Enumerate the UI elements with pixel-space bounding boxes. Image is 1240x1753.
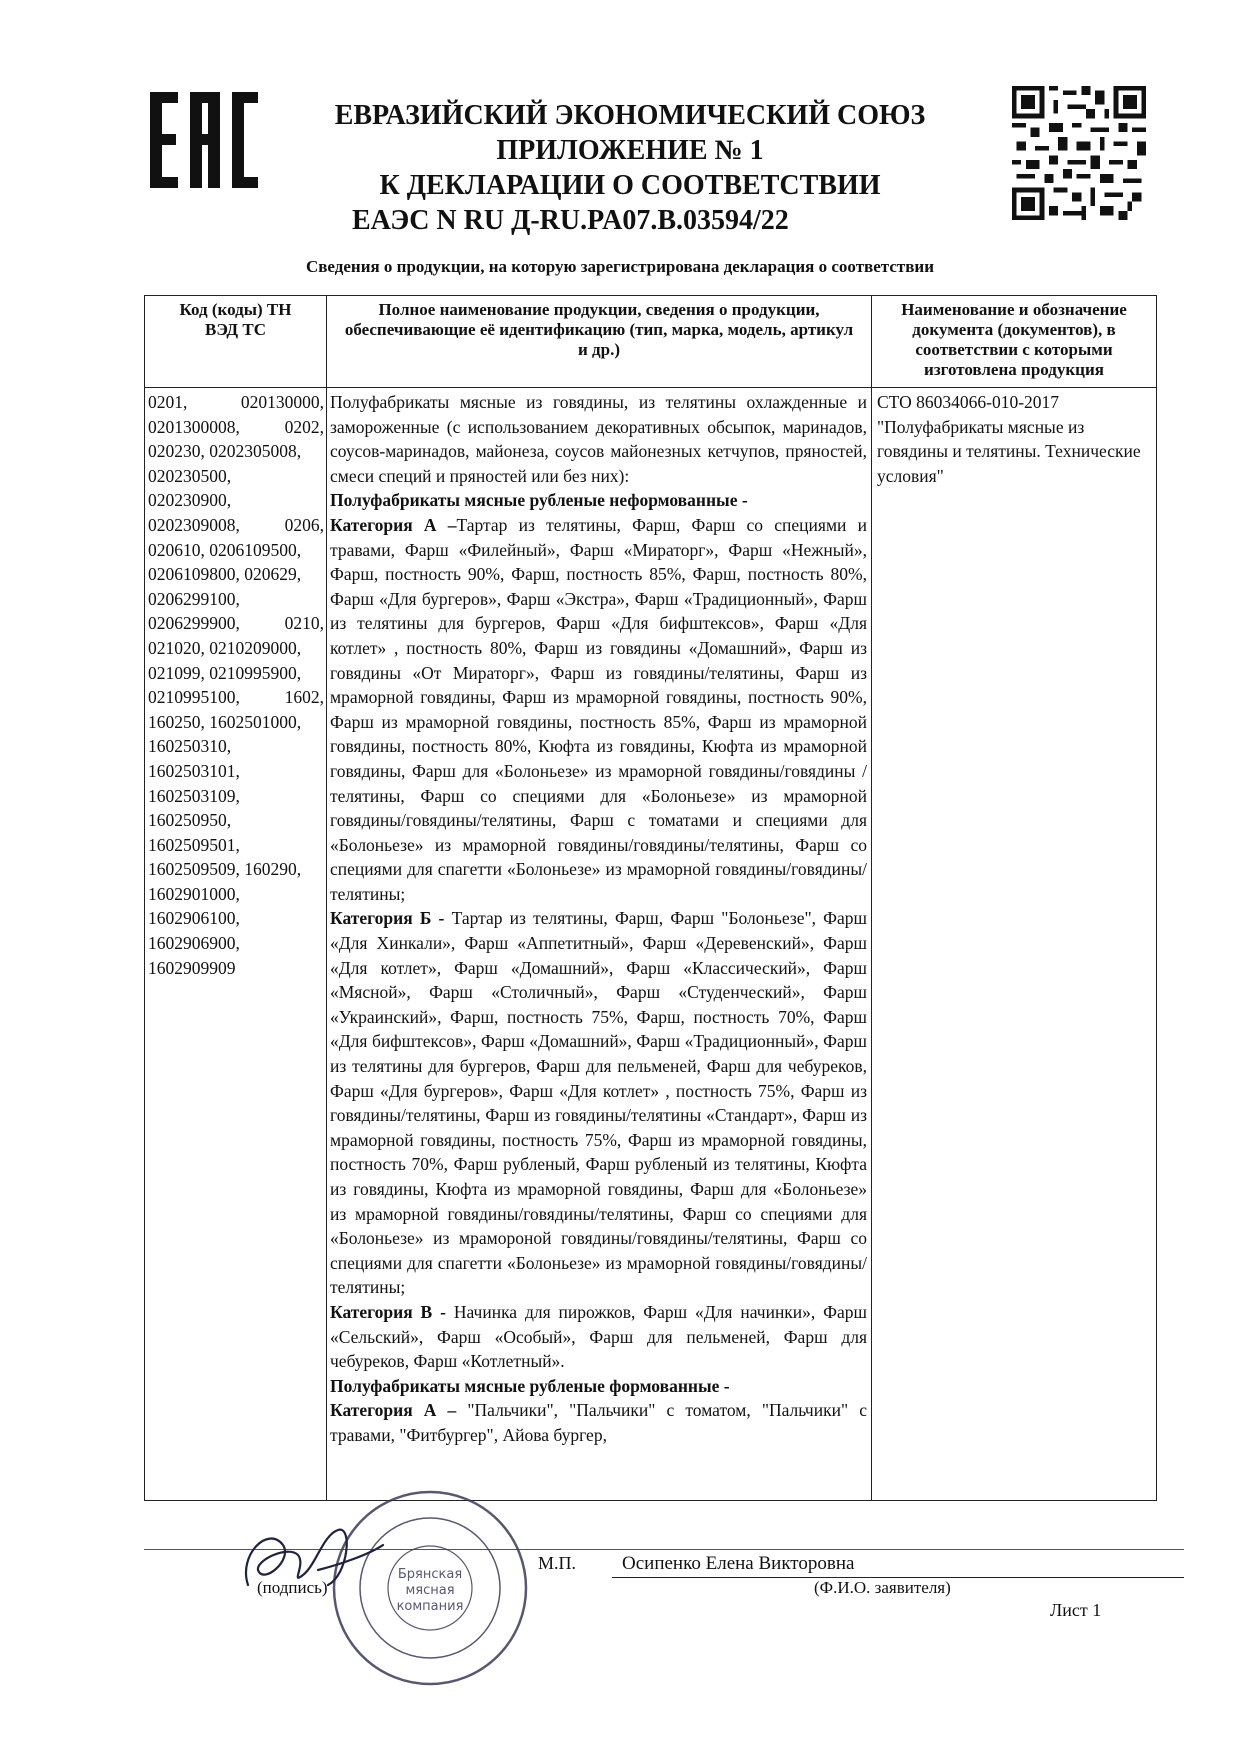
code-item: 160250, 1602501000, (148, 711, 302, 732)
description-intro: Полуфабрикаты мясные из говядины, из телятины охлажденные и замороженные (с использованием декоративных обсыпок, маринадов, соусов-маринадов, майонеза, соусов майонезных кетчупов, пряностей, смеси специй и пряностей или без них): (330, 392, 867, 486)
header-appendix-title: ПРИЛОЖЕНИЕ № 1 (496, 135, 764, 166)
table-header-row (145, 296, 1157, 388)
applicant-name-label: (Ф.И.О. заявителя) (814, 1578, 951, 1597)
code-item: 020130000, (240, 392, 324, 412)
category-a2-label: Категория А – (330, 1400, 457, 1421)
category-a-text: Тартар из телятины, Фарш, Фарш со специями и травами, Фарш «Филейный», Фарш «Мираторг», Фарш «Нежный», Фарш, постность 90%, Фарш, постность 85%, Фарш, постность 80%, Фарш «Для бургеров», Фарш «Экстра», Фарш «Традиционный», Фарш из телятины для бургеров, Фарш «Для бифштексов», Фарш «Для котлет» , постность 80%, Фарш из говядины «Домашний», Фарш из говядины «От Мираторг», Фарш из говядины/телятины, Фарш из мраморной говядины, Фарш из мраморной говядины, постность 90%, Фарш из мраморной говядины, постность 85%, Фарш из мраморной говядины, постность 80%, Кюфта из говядины, Кюфта из мраморной говядины, Фарш для «Болоньезе» из мраморной говядины/говядины /телятины, Фарш со специями для «Болоньезе» из мраморной говядины/говядины/телятины, Фарш с томатами и специями для «Болоньезе» из мраморной говядины/говядины/телятины, Фарш со специями для спагетти «Болоньезе» из мраморной говядины/говядины/телятины; (330, 514, 867, 904)
document-header (300, 98, 960, 238)
header-union-title: ЕВРАЗИЙСКИЙ ЭКОНОМИЧЕСКИЙ СОЮЗ (334, 100, 926, 131)
table-row (145, 388, 1157, 1501)
codes-cell (145, 388, 327, 1501)
code-item: 0201300008, (148, 416, 240, 437)
code-item: 0206, (284, 514, 324, 535)
code-item: 1602909909 (148, 957, 236, 978)
code-item: 020230900, (148, 490, 232, 511)
code-item: 020610, 0206109500, (148, 539, 302, 560)
code-item: 0202309008, (148, 514, 240, 535)
document-code: СТО 86034066-010-2017 (877, 392, 1060, 412)
code-item: 0206299100, (148, 588, 240, 609)
code-item: 020230500, (148, 465, 232, 486)
category-v-text: Начинка для пирожков, Фарш «Для начинки», Фарш «Сельский», Фарш «Особый», Фарш для пельменей, Фарш для чебуреков, Фарш «Котлетный». (330, 1301, 867, 1372)
seal-text-line2: мясная (405, 1583, 455, 1598)
category-v-label: Категория В - (330, 1301, 446, 1322)
code-item: 021099, 0210995900, (148, 662, 302, 683)
code-item: 1602509501, (148, 834, 240, 855)
code-item: 1602, (284, 687, 324, 708)
code-item: 0210995100, (148, 687, 240, 708)
applicant-name: Осипенко Елена Викторовна (622, 1553, 855, 1574)
code-item: 160250950, (148, 810, 232, 831)
header-product-name: Полное наименование продукции, сведения о продукции, обеспечивающие её идентификацию (тип, марка, модель, артикул и др.) (327, 296, 872, 388)
code-item: 0202, (284, 416, 324, 437)
code-item: 0210, (284, 613, 324, 634)
table-subtitle: Сведения о продукции, на которую зарегистрирована декларация о соответствии (305, 257, 935, 276)
group1-title: Полуфабрикаты мясные рубленые неформованные - (330, 490, 748, 511)
code-item: 1602503109, (148, 785, 240, 806)
code-item: 1602901000, (148, 883, 240, 904)
group2-title: Полуфабрикаты мясные рубленые формованные - (330, 1375, 730, 1396)
code-item: 021020, 0210209000, (148, 637, 302, 658)
code-item: 160250310, (148, 736, 232, 757)
code-item: 1602503101, (148, 760, 240, 781)
code-item: 020230, 0202305008, (148, 441, 302, 462)
product-table (144, 295, 1157, 1501)
header-codes: Код (коды) ТН ВЭД ТС (145, 296, 327, 388)
category-b-text: Тартар из телятины, Фарш, Фарш "Болоньезе", Фарш «Для Хинкали», Фарш «Аппетитный», Фарш «Деревенский», Фарш «Для котлет», Фарш «Домашний», Фарш «Классический», Фарш «Мясной», Фарш «Столичный», Фарш «Студенческий», Фарш «Украинский», Фарш, постность 75%, Фарш, постность 70%, Фарш «Для бифштексов», Фарш «Домашний», Фарш «Традиционный», Фарш из телятины для бургеров, Фарш для пельменей, Фарш для чебуреков, Фарш «Для бургеров», Фарш «Для котлет» , постность 75%, Фарш из говядины/телятины, Фарш из говядины/телятины «Стандарт», Фарш из мраморной говядины, постность 75%, Фарш из мраморной говядины, постность 70%, Фарш рубленый, Фарш рубленый из телятины, Кюфта из говядины, Кюфта из мраморной говядины, Фарш для «Болоньезе» из мраморной говядины/говядины/телятины, Фарш со специями для «Болоньезе» из мрамороной говядины/говядины/телятины, Фарш со специями для спагетти «Болоньезе» из мраморной говядины/говядины/телятины; (330, 908, 867, 1298)
category-b-label: Категория Б - (330, 908, 445, 929)
code-item: 1602906900, (148, 933, 240, 954)
sheet-number: Лист 1 (1050, 1600, 1102, 1620)
code-item: 0206109800, 020629, (148, 564, 302, 585)
code-item: 0206299900, (148, 613, 240, 634)
seal-place-label: М.П. (538, 1553, 577, 1573)
seal-text-line1: Брянская (397, 1567, 463, 1582)
signature-label: (подпись) (257, 1578, 328, 1597)
category-a2-text: "Пальчики", "Пальчики" с томатом, "Пальчики" с травами, "Фитбургер", Айова бургер, (330, 1400, 867, 1445)
qr-code-icon (1012, 86, 1146, 220)
document-cell (872, 388, 1157, 1501)
category-a-label: Категория А – (330, 514, 457, 535)
header-declaration-title: К ДЕКЛАРАЦИИ О СООТВЕТСТВИИ (379, 170, 881, 201)
description-cell (327, 388, 872, 1501)
code-item: 1602906100, (148, 908, 240, 929)
declaration-number: ЕАЭС N RU Д-RU.PA07.B.03594/22 (352, 205, 789, 236)
code-item: 1602509509, 160290, (148, 859, 302, 880)
header-document: Наименование и обозначение документа (документов), в соответствии с которыми изготовлена продукция (872, 296, 1157, 388)
code-item: 0201, (148, 392, 188, 412)
document-title: "Полуфабрикаты мясные из говядины и телятины. Технические условия" (877, 416, 1141, 486)
eac-logo (150, 92, 258, 188)
seal-text-line3: компания (396, 1599, 464, 1614)
